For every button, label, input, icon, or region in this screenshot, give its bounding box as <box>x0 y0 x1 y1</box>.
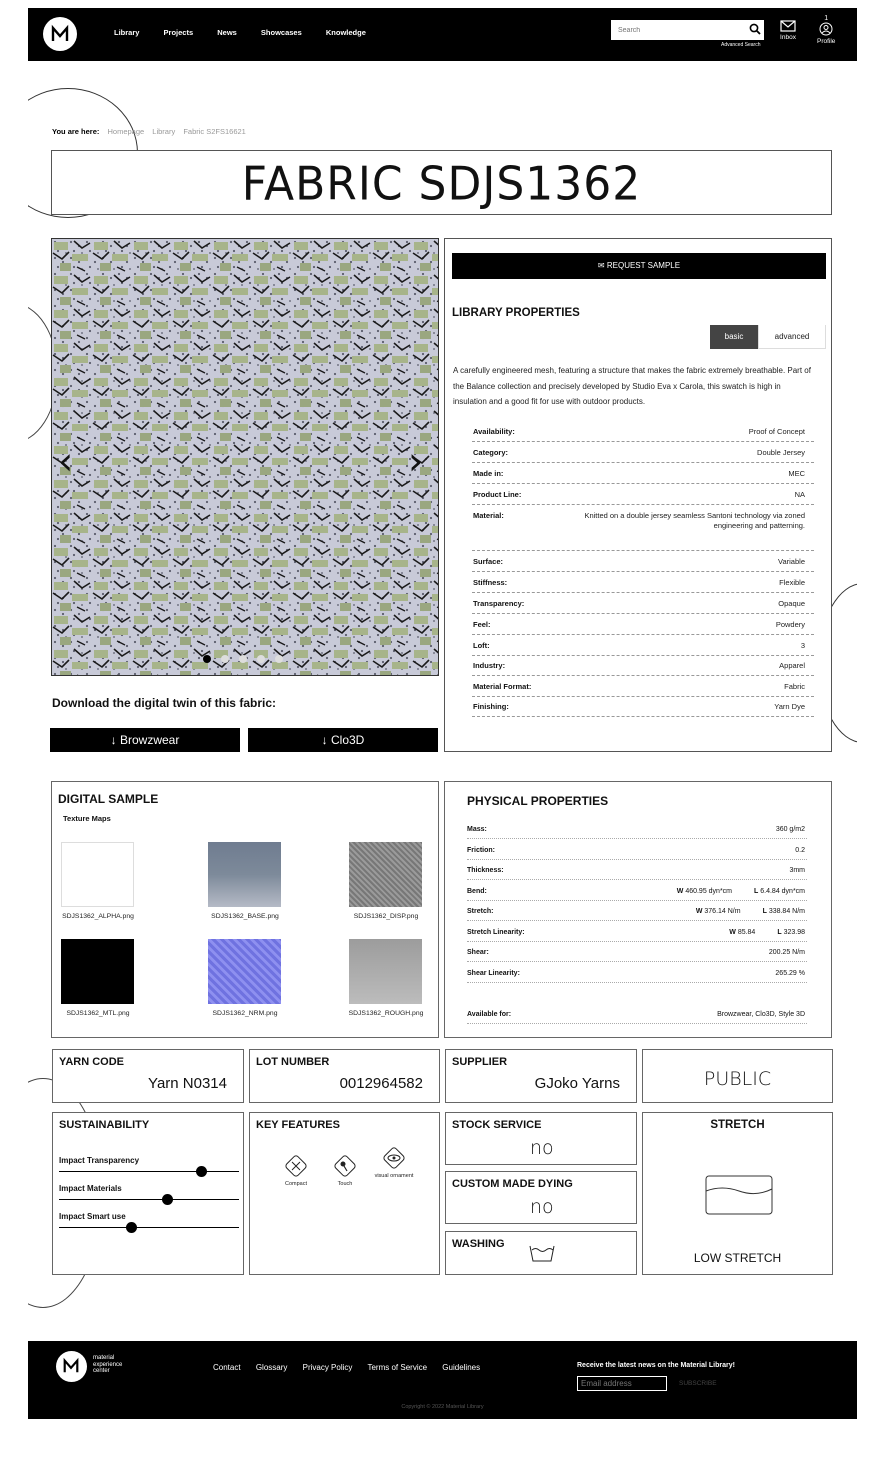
custom-dying-tile <box>445 1171 637 1224</box>
texture-map-thumbnail[interactable] <box>208 939 281 1004</box>
library-property-row <box>472 702 814 717</box>
inbox-button[interactable] <box>780 20 796 41</box>
breadcrumb-prefix: You are here: <box>52 127 100 136</box>
property-value <box>696 908 805 915</box>
top-navbar <box>28 8 857 61</box>
slider-knob[interactable] <box>196 1166 207 1177</box>
advanced-search-link[interactable]: Advanced Search <box>721 42 761 48</box>
property-key: Industry: <box>473 661 506 670</box>
user-icon <box>819 22 833 36</box>
carousel-dot[interactable] <box>257 655 265 663</box>
lot-number-tile <box>249 1049 440 1103</box>
footer-link-guidelines[interactable]: Guidelines <box>442 1363 481 1372</box>
feature-label: visual ornament <box>374 1173 414 1179</box>
physical-property-row <box>467 908 807 921</box>
inbox-label: Inbox <box>780 34 796 41</box>
physical-property-row <box>467 867 807 880</box>
texture-map-filename: SDJS1362_NRM.png <box>212 1010 278 1017</box>
yarn-code-label: YARN CODE <box>59 1056 124 1068</box>
stretch-value: LOW STRETCH <box>693 1251 782 1265</box>
weft-value: 338.84 N/m <box>768 908 805 915</box>
property-key: Feel: <box>473 620 491 629</box>
brand-line: material <box>93 1355 115 1361</box>
property-key: Transparency: <box>473 599 525 608</box>
property-value: Powdery <box>775 620 805 629</box>
feature-touch <box>323 1153 367 1187</box>
property-value: Flexible <box>779 578 805 587</box>
carousel-dot[interactable] <box>275 655 283 663</box>
property-value <box>677 888 805 895</box>
property-key: Shear: <box>467 949 489 956</box>
physical-property-row <box>467 847 807 860</box>
eye-icon <box>381 1145 407 1171</box>
stretch-tile <box>642 1112 833 1275</box>
impact-materials-slider[interactable] <box>59 1199 239 1200</box>
nav-library[interactable]: Library <box>114 28 140 37</box>
library-property-row <box>472 578 814 593</box>
washing-label: WASHING <box>452 1238 505 1250</box>
slider-label: Impact Transparency <box>59 1156 140 1165</box>
supplier-tile <box>445 1049 637 1103</box>
weft-value: 6.4.84 dyn*cm <box>760 888 805 895</box>
library-property-row <box>472 682 814 697</box>
nav-projects[interactable]: Projects <box>163 28 194 37</box>
download-clo3d-label: Clo3D <box>330 733 365 747</box>
texture-map-thumbnail[interactable] <box>208 842 281 907</box>
tab-basic[interactable]: basic <box>710 325 758 349</box>
impact-smart-use-slider[interactable] <box>59 1227 239 1228</box>
stock-service-value: no <box>530 1137 554 1159</box>
nav-showcases[interactable]: Showcases <box>260 28 302 37</box>
texture-maps-subtitle: Texture Maps <box>63 814 111 823</box>
property-value: 200.25 N/m <box>768 949 805 956</box>
prev-slide-arrow[interactable]: ‹ <box>58 439 74 483</box>
property-key: Made in: <box>473 469 504 478</box>
property-value: Proof of Concept <box>748 427 805 436</box>
library-property-row <box>472 448 814 463</box>
texture-map-thumbnail[interactable] <box>61 939 134 1004</box>
library-property-row <box>472 620 814 635</box>
main-nav <box>114 28 388 37</box>
property-key: Available for: <box>467 1011 512 1018</box>
warp-value: 460.95 dyn*cm <box>685 888 733 895</box>
fabric-swatch-image <box>52 239 439 676</box>
feature-visual-ornament <box>372 1145 416 1180</box>
warp-label: W <box>676 888 684 895</box>
digital-sample-title: DIGITAL SAMPLE <box>58 792 159 806</box>
physical-properties-panel <box>444 781 832 1038</box>
lot-number-value: 0012964582 <box>339 1075 423 1092</box>
public-label: PUBLIC <box>703 1068 772 1090</box>
impact-transparency-slider[interactable] <box>59 1171 239 1172</box>
library-property-row <box>472 490 814 505</box>
property-value <box>729 929 805 936</box>
profile-button[interactable] <box>817 15 835 45</box>
property-value: Apparel <box>779 661 805 670</box>
nav-knowledge[interactable]: Knowledge <box>325 28 366 37</box>
property-key: Material Format: <box>473 682 532 691</box>
search-input[interactable] <box>611 20 764 40</box>
footer-link-terms[interactable]: Terms of Service <box>367 1363 428 1372</box>
property-key: Stiffness: <box>473 578 508 587</box>
lot-number-label: LOT NUMBER <box>256 1056 330 1068</box>
stock-service-label: STOCK SERVICE <box>452 1119 542 1131</box>
carousel-dot[interactable] <box>221 655 229 663</box>
property-key: Category: <box>473 448 509 457</box>
library-property-row <box>472 469 814 484</box>
weft-label: L <box>754 888 759 895</box>
brand-line: experience <box>93 1361 123 1368</box>
weft-label: L <box>777 929 782 936</box>
mail-icon <box>780 20 796 32</box>
property-key: Mass: <box>467 826 487 833</box>
property-value: Opaque <box>778 599 805 608</box>
feature-label: Touch <box>337 1181 353 1187</box>
custom-dying-label: CUSTOM MADE DYING <box>452 1178 573 1190</box>
supplier-value: GJoko Yarns <box>534 1075 620 1092</box>
texture-map-filename: SDJS1362_ROUGH.png <box>348 1010 424 1017</box>
feature-compact <box>274 1153 318 1187</box>
title-box <box>51 150 832 215</box>
physical-property-row <box>467 888 807 901</box>
notification-count: 1 <box>824 15 829 22</box>
brand-line: center <box>93 1368 110 1374</box>
footer-links <box>213 1363 493 1372</box>
footer-link-privacy[interactable]: Privacy Policy <box>302 1363 353 1372</box>
weft-value: 323.98 <box>783 929 805 936</box>
key-features-label: KEY FEATURES <box>256 1119 340 1131</box>
property-key: Bend: <box>467 888 487 895</box>
fabric-image-carousel[interactable] <box>51 238 439 676</box>
library-property-row <box>472 661 814 676</box>
slider-knob[interactable] <box>126 1222 137 1233</box>
search-icon[interactable] <box>749 23 761 35</box>
property-value: Double Jersey <box>757 448 805 457</box>
copyright: Copyright © 2022 Material Library <box>401 1404 484 1410</box>
mail-icon: ✉ <box>597 261 605 270</box>
breadcrumb-current: Fabric S2FS16621 <box>183 127 246 136</box>
footer-logo[interactable] <box>56 1351 87 1382</box>
request-sample-button[interactable] <box>452 253 826 279</box>
property-value: Knitted on a double jersey seamless Santoni technology via zoned engineering and patterning. <box>584 511 805 530</box>
request-sample-label: REQUEST SAMPLE <box>606 261 681 270</box>
footer-link-glossary[interactable]: Glossary <box>255 1363 288 1372</box>
library-property-row <box>472 427 814 442</box>
physical-properties-title: PHYSICAL PROPERTIES <box>467 794 609 808</box>
library-property-row <box>472 557 814 572</box>
sustainability-tile <box>52 1112 244 1275</box>
texture-map-thumbnail[interactable] <box>349 939 422 1004</box>
digital-sample-panel <box>51 781 439 1038</box>
property-key: Surface: <box>473 557 504 566</box>
feature-label: Compact <box>284 1181 307 1187</box>
stock-service-tile <box>445 1112 637 1165</box>
physical-property-row <box>467 949 807 962</box>
fabric-description: A carefully engineered mesh, featuring a structure that makes the fabric extremely breathable. Part of the Balance collection and precisely developed by Studio Eva x Carola, this swatch is high in insulation and a good fit for use with outdoor products. <box>453 366 811 406</box>
newsletter-text: Receive the latest news on the Material Library! <box>577 1362 735 1369</box>
property-key: Stretch Linearity: <box>467 929 525 936</box>
physical-property-row <box>467 929 807 942</box>
texture-map-filename: SDJS1362_MTL.png <box>66 1010 130 1017</box>
property-value: Fabric <box>784 682 805 691</box>
weft-label: L <box>762 908 767 915</box>
carousel-dot[interactable] <box>203 655 211 663</box>
library-property-row <box>472 641 814 656</box>
physical-property-row <box>467 1011 807 1024</box>
yarn-code-tile <box>52 1049 244 1103</box>
property-value: Variable <box>778 557 805 566</box>
profile-label: Profile <box>817 38 836 45</box>
texture-map-thumbnail[interactable] <box>349 842 422 907</box>
page-frame <box>28 8 857 1464</box>
property-value: 3 <box>800 641 805 650</box>
compact-icon <box>283 1153 309 1179</box>
library-properties-panel <box>444 238 832 752</box>
slider-knob[interactable] <box>162 1194 173 1205</box>
library-property-row <box>472 599 814 614</box>
touch-icon <box>332 1153 358 1179</box>
property-key: Finishing: <box>473 702 509 711</box>
property-key: Availability: <box>473 427 515 436</box>
texture-map-filename: SDJS1362_DISP.png <box>353 913 419 920</box>
download-browzwear-button[interactable]: ↓ Browzwear <box>50 728 240 752</box>
warp-value: 376.14 N/m <box>704 908 741 915</box>
yarn-code-value: Yarn N0314 <box>148 1075 227 1092</box>
property-value: MEC <box>788 469 805 478</box>
carousel-dots <box>203 650 293 668</box>
property-key: Material: <box>473 511 504 520</box>
nav-news[interactable]: News <box>217 28 237 37</box>
visibility-tile <box>642 1049 833 1103</box>
page-title: FABRIC SDJS1362 <box>241 157 642 212</box>
footer-link-contact[interactable]: Contact <box>213 1363 241 1372</box>
physical-property-row <box>467 826 807 839</box>
stretch-fabric-icon <box>705 1175 773 1217</box>
property-value: Yarn Dye <box>774 702 805 711</box>
sustainability-label: SUSTAINABILITY <box>59 1119 150 1131</box>
warp-label: W <box>695 908 703 915</box>
property-value: 265.29 % <box>775 970 805 977</box>
breadcrumb-homepage[interactable]: Homepage <box>107 127 145 136</box>
property-value: Browzwear, Clo3D, Style 3D <box>717 1011 805 1018</box>
download-title: Download the digital twin of this fabric: <box>52 696 276 710</box>
property-value: NA <box>794 490 805 499</box>
download-browzwear-label: Browzwear <box>119 733 180 747</box>
email-input[interactable] <box>577 1376 667 1391</box>
property-value: 360 g/m2 <box>775 826 805 833</box>
breadcrumb-library[interactable]: Library <box>152 127 176 136</box>
footer <box>28 1341 857 1419</box>
subscribe-button[interactable]: SUBSCRIBE <box>679 1380 717 1387</box>
tab-advanced[interactable]: advanced <box>758 325 826 349</box>
property-key: Loft: <box>473 641 490 650</box>
property-key: Shear Linearity: <box>467 970 520 977</box>
property-key: Thickness: <box>467 867 504 874</box>
properties-tabs <box>710 325 826 349</box>
footer-brand <box>93 1355 122 1375</box>
slider-label: Impact Smart use <box>59 1212 126 1221</box>
next-slide-arrow[interactable]: › <box>408 439 424 483</box>
physical-property-row <box>467 970 807 983</box>
property-value: 0.2 <box>795 847 805 854</box>
stretch-label: STRETCH <box>710 1119 765 1131</box>
supplier-label: SUPPLIER <box>452 1056 508 1068</box>
download-clo3d-button[interactable]: ↓ Clo3D <box>248 728 438 752</box>
key-features-tile <box>249 1112 440 1275</box>
breadcrumb <box>52 127 246 136</box>
property-key: Stretch: <box>467 908 494 915</box>
texture-map-filename: SDJS1362_BASE.png <box>211 913 279 920</box>
washing-tile <box>445 1231 637 1275</box>
library-properties-title: LIBRARY PROPERTIES <box>452 307 580 319</box>
warp-label: W <box>729 929 736 936</box>
property-key: Friction: <box>467 847 495 854</box>
warp-value: 85.84 <box>737 929 756 936</box>
carousel-dot[interactable] <box>239 655 247 663</box>
library-property-row <box>472 511 814 551</box>
slider-label: Impact Materials <box>59 1184 122 1193</box>
mec-logo[interactable] <box>43 17 77 51</box>
property-key: Product Line: <box>473 490 522 499</box>
texture-map-filename: SDJS1362_ALPHA.png <box>62 913 134 920</box>
washing-icon <box>529 1245 555 1262</box>
property-value: 3mm <box>789 867 805 874</box>
custom-dying-value: no <box>530 1196 554 1218</box>
texture-map-thumbnail[interactable] <box>61 842 134 907</box>
